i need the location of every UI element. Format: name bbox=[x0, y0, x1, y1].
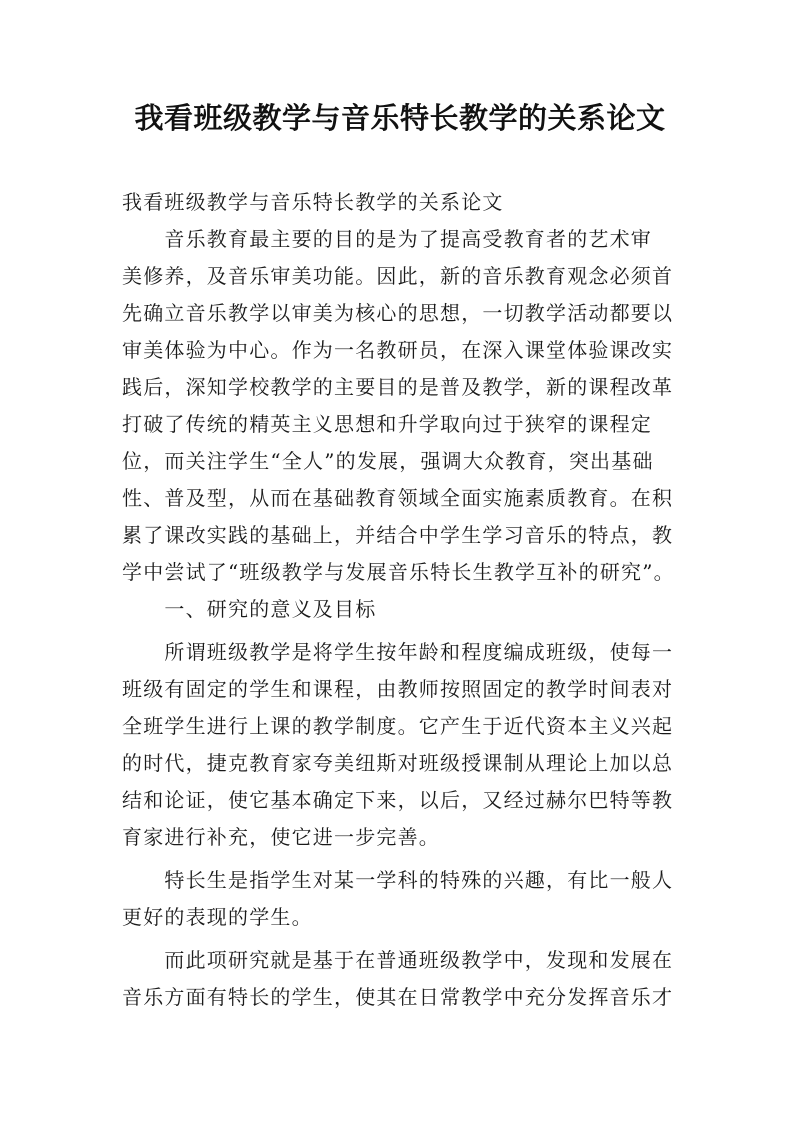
body-line-subtitle: 我看班级教学与音乐特长教学的关系论文 bbox=[122, 190, 504, 214]
body-line: 打破了传统的精英主义思想和升学取向过于狭窄的课程定 bbox=[122, 412, 652, 436]
body-line: 更好的表现的学生。 bbox=[122, 905, 313, 929]
body-line: 而此项研究就是基于在普通班级教学中，发现和发展在 bbox=[122, 948, 674, 972]
body-line: 先确立音乐教学以审美为核心的思想，一切教学活动都要以 bbox=[122, 301, 674, 325]
body-line: 班级有固定的学生和课程，由教师按照固定的教学时间表对 bbox=[122, 677, 674, 701]
document-body bbox=[122, 184, 682, 1016]
body-line: 结和论证，使它基本确定下来，以后，又经过赫尔巴特等教 bbox=[122, 788, 674, 812]
document-title: 我看班级教学与音乐特长教学的关系论文 bbox=[134, 101, 666, 135]
body-line: 践后，深知学校教学的主要目的是普及教学，新的课程改革 bbox=[122, 375, 674, 399]
body-line: 的时代，捷克教育家夸美纽斯对班级授课制从理论上加以总 bbox=[122, 751, 674, 775]
body-line: 所谓班级教学是将学生按年龄和程度编成班级，使每一 bbox=[122, 640, 674, 664]
body-line: 美修养，及音乐审美功能。因此，新的音乐教育观念必须首 bbox=[122, 264, 674, 288]
body-line: 位，而关注学生“全人”的发展，强调大众教育，突出基础 bbox=[122, 449, 654, 473]
body-line: 学中尝试了“班级教学与发展音乐特长生教学互补的研究”。 bbox=[122, 560, 675, 584]
body-line: 累了课改实践的基础上，并结合中学生学习音乐的特点，教 bbox=[122, 523, 674, 547]
body-line: 全班学生进行上课的教学制度。它产生于近代资本主义兴起 bbox=[122, 714, 674, 738]
body-line: 性、普及型，从而在基础教育领域全面实施素质教育。在积 bbox=[122, 486, 674, 510]
body-line: 审美体验为中心。作为一名教研员，在深入课堂体验课改实 bbox=[122, 338, 674, 362]
body-line: 音乐教育最主要的目的是为了提高受教育者的艺术审 bbox=[122, 227, 652, 251]
body-line: 特长生是指学生对某一学科的特殊的兴趣，有比一般人 bbox=[122, 868, 674, 892]
body-line: 育家进行补充，使它进一步完善。 bbox=[122, 825, 440, 849]
body-line: 音乐方面有特长的学生，使其在日常教学中充分发挥音乐才 bbox=[122, 985, 674, 1009]
section-heading: 一、研究的意义及目标 bbox=[122, 597, 377, 621]
